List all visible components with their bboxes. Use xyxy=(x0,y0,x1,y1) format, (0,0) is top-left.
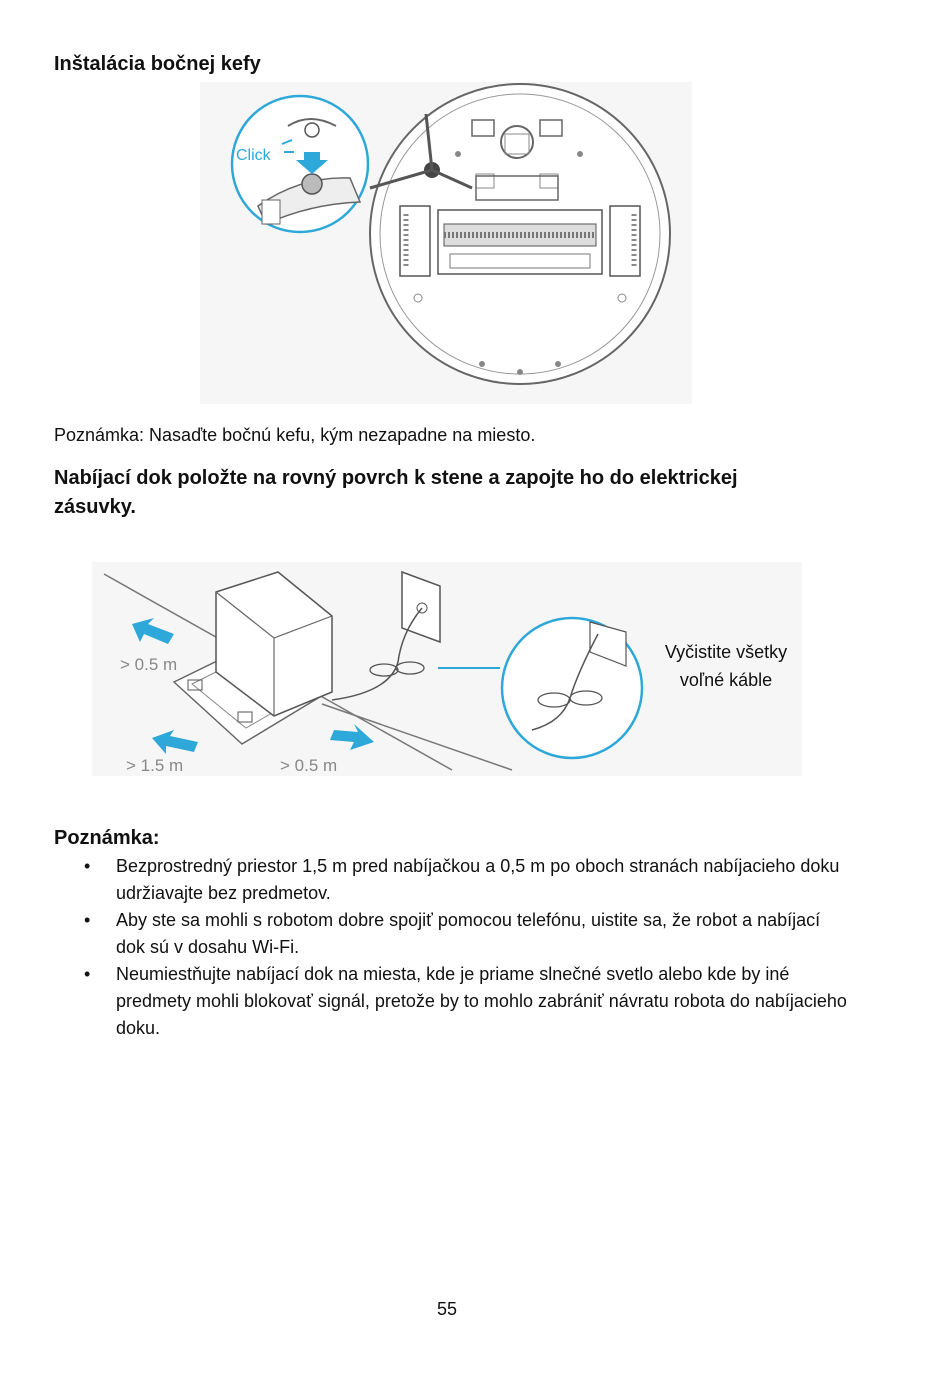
list-item xyxy=(54,961,854,1042)
dim-front-label: > 1.5 m xyxy=(126,756,184,775)
section-heading-dock: Nabíjací dok položte na rovný povrch k stene a zapojte ho do elektrickej zásuvky. xyxy=(54,467,738,518)
bullet: • xyxy=(84,856,91,876)
list-item xyxy=(54,853,854,907)
cable-note-line2: voľné káble xyxy=(679,670,773,690)
dim-left-label: > 0.5 m xyxy=(120,655,178,674)
bullet: • xyxy=(84,964,91,984)
side-brush-install-illustration xyxy=(200,82,692,404)
click-label: Click xyxy=(236,147,271,164)
notes-list xyxy=(54,853,854,1042)
cable-note xyxy=(648,638,804,694)
dim-right-label: > 0.5 m xyxy=(280,756,338,775)
list-item-text: Neumiestňujte nabíjací dok na miesta, kde je priame slnečné svetlo alebo kde by iné predmety mohli blokovať signál, pretože by to mohlo zabrániť návratu robota do nabíjacieho doku. xyxy=(116,964,847,1038)
page-number: 55 xyxy=(436,1299,458,1319)
notes-heading: Poznámka: xyxy=(54,827,160,849)
list-item-text: Bezprostredný priestor 1,5 m pred nabíjačkou a 0,5 m po oboch stranách nabíjacieho doku udržiavajte bez predmetov. xyxy=(116,856,840,903)
list-item xyxy=(54,907,854,961)
bullet: • xyxy=(84,910,91,930)
side-brush-note: Poznámka: Nasaďte bočnú kefu, kým nezapadne na miesto. xyxy=(54,425,536,445)
list-item-text: Aby ste sa mohli s robotom dobre spojiť pomocou telefónu, uistite sa, že robot a nabíjací dok sú v dosahu Wi-Fi. xyxy=(116,910,821,957)
cable-note-line1: Vyčistite všetky xyxy=(664,642,788,662)
section-heading-side-brush: Inštalácia bočnej kefy xyxy=(54,53,261,75)
